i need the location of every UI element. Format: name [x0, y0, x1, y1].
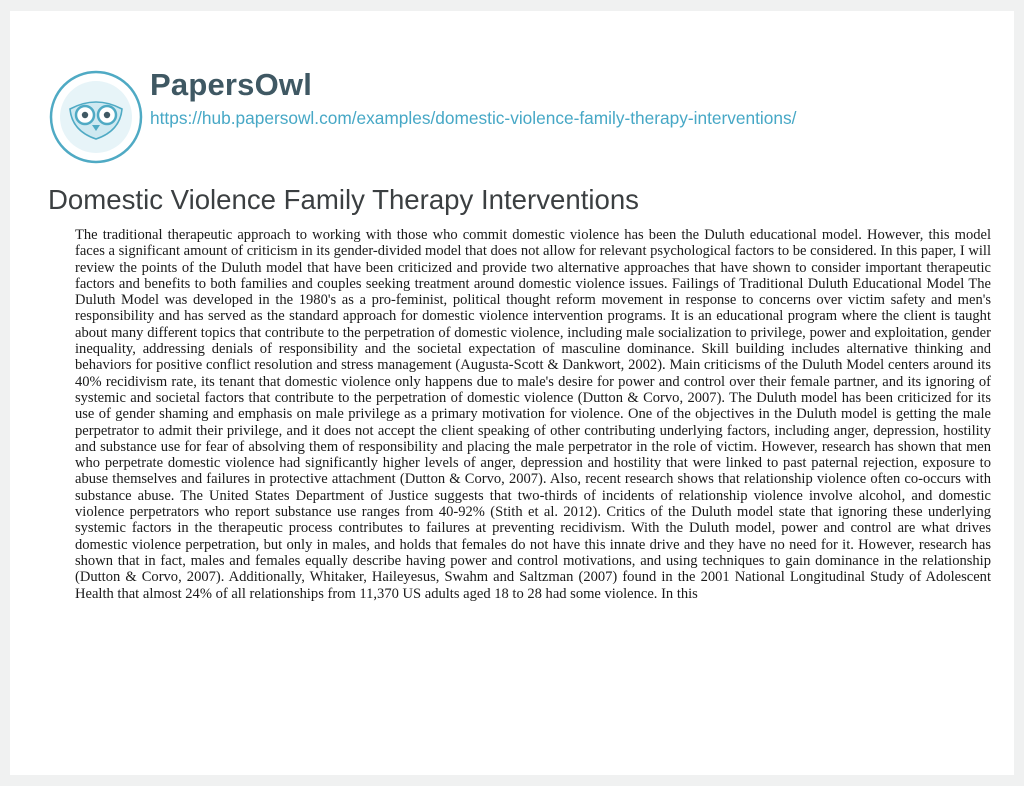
source-url[interactable]: https://hub.papersowl.com/examples/domestic-violence-family-therapy-interventions/ [150, 108, 797, 128]
article-body: The traditional therapeutic approach to working with those who commit domestic violence has been the Duluth educational model. However, this model faces a significant amount of criticism in its gender-divided model that does not allow for relevant psychological factors to be considered. In this paper, I will review the points of the Duluth model that have been criticized and provide two alternative approaches that have shown to consider important therapeutic factors and benefits to both families and couples seeking treatment around domestic violence issues. Failings of Traditional Duluth Educational Model The Duluth Model was developed in the 1980's as a pro-feminist, political thought reform movement in response to concerns over victim safety and men's responsibility and has served as the standard approach for domestic violence intervention programs. It is an educational program where the client is taught about many different topics that contribute to the perpetration of domestic violence, including male socialization to privilege, power and exploitation, gender inequality, addressing denials of responsibility and the societal expectation of masculine dominance. Skill building includes alternative thinking and behaviors for positive conflict resolution and stress management (Augusta-Scott & Dankwort, 2002). Main criticisms of the Duluth Model centers around its 40% recidivism rate, its tenant that domestic violence only happens due to male's desire for power and control over their female partner, and its ignoring of systemic and societal factors that contribute to the perpetration of domestic violence (Dutton & Corvo, 2007). The Duluth model has been criticized for its use of gender shaming and emphasis on male privilege as a primary motivation for violence. One of the objectives in the Duluth model is getting the male perpetrator to admit their privilege, and it does not accept the client speaking of other contributing underlying factors, including anger, depression, hostility and substance use for fear of absolving them of responsibility and placing the male perpetrator in the role of victim. However, research has shown that men who perpetrate domestic violence had significantly higher levels of anger, depression and hostility that were linked to past paternal rejection, exposure to abuse themselves and failures in protective attachment (Dutton & Corvo, 2007). Also, recent research shows that relationship violence often co-occurs with substance abuse. The United States Department of Justice suggests that two-thirds of incidents of relationship violence involve alcohol, and domestic violence perpetrators who report substance use ranges from 40-92% (Stith et al. 2012). Critics of the Duluth model state that ignoring these underlying systemic factors in the therapeutic process contributes to failures at preventing recidivism. With the Duluth model, power and control are what drives domestic violence perpetration, but only in males, and holds that females do not have this innate drive and they have no need for it. However, research has shown that in fact, males and females equally describe having power and control motivations, and using techniques to gain dominance in the relationship (Dutton & Corvo, 2007). Additionally, Whitaker, Haileyesus, Swahm and Saltzman (2007) found in the 2001 National Longitudinal Study of Adolescent Health that almost 24% of all relationships from 11,370 US adults aged 18 to 28 had some violence. In this [75, 227, 991, 602]
page-header [10, 11, 1014, 157]
owl-eyes-icon [48, 69, 144, 165]
papersowl-logo [48, 69, 144, 165]
document-page [10, 11, 1014, 775]
brand-name[interactable]: PapersOwl [150, 67, 313, 102]
article-title: Domestic Violence Family Therapy Interventions [48, 184, 639, 215]
